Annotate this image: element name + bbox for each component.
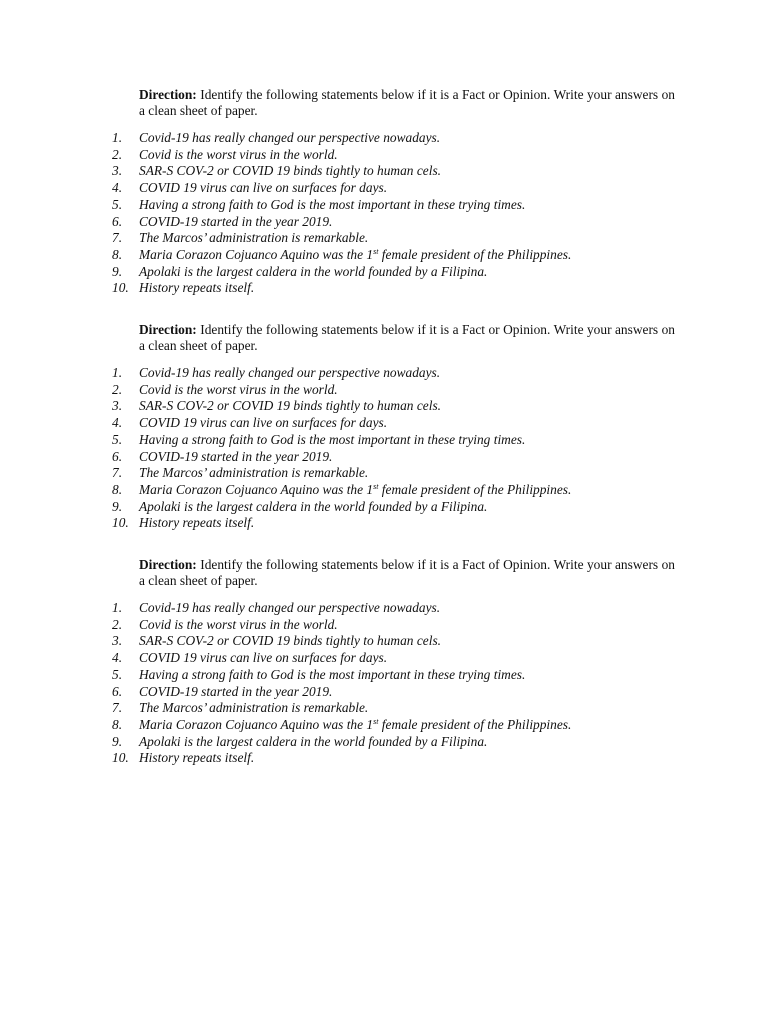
item-number: 8. — [112, 481, 123, 497]
item-number: 9. — [112, 733, 123, 749]
list-item — [112, 280, 675, 297]
item-number: 10. — [112, 515, 129, 531]
worksheet-section — [112, 322, 675, 532]
item-text: Covid-19 has really changed our perspective nowadays. — [139, 365, 441, 380]
item-number: 7. — [112, 700, 123, 716]
direction-paragraph — [139, 557, 675, 589]
item-text: Having a strong faith to God is the most important in these trying times. — [139, 196, 526, 212]
list-item — [112, 214, 675, 231]
list-item — [112, 750, 675, 767]
direction-text: Identify the following statements below if it is a Fact or Opinion. Write your answers on a clean sheet of paper. — [139, 87, 675, 118]
item-text: COVID 19 virus can live on surfaces for days. — [139, 415, 388, 431]
item-number: 5. — [112, 196, 123, 212]
direction-text: Identify the following statements below if it is a Fact or Opinion. Write your answers on a clean sheet of paper. — [139, 322, 675, 353]
direction-label: Direction: — [139, 87, 197, 102]
item-number: 1. — [112, 130, 123, 145]
ordinal-superscript: st — [373, 246, 379, 256]
item-number: 4. — [112, 415, 123, 431]
item-number: 5. — [112, 666, 123, 682]
item-number: 6. — [112, 213, 123, 229]
item-number: 2. — [112, 146, 123, 162]
item-text: History repeats itself. — [139, 750, 255, 766]
item-number: 4. — [112, 650, 123, 666]
list-item — [112, 482, 675, 499]
list-item — [112, 700, 675, 717]
list-item — [112, 398, 675, 415]
statement-list — [112, 130, 675, 297]
item-text: The Marcos’ administration is remarkable. — [139, 700, 369, 716]
direction-paragraph — [139, 87, 675, 119]
item-text: SAR-S COV-2 or COVID 19 binds tightly to human cels. — [139, 163, 442, 179]
list-item — [112, 684, 675, 701]
item-text-after: female president of the Philippines. — [378, 481, 572, 497]
direction-text: Identify the following statements below if it is a Fact of Opinion. Write your answers on a clean sheet of paper. — [139, 557, 675, 588]
ordinal-superscript: st — [373, 481, 379, 491]
item-number: 9. — [112, 498, 123, 514]
item-number: 7. — [112, 465, 123, 481]
item-number: 10. — [112, 280, 129, 296]
worksheet-section — [112, 87, 675, 297]
statement-list — [112, 600, 675, 767]
list-item — [112, 717, 675, 734]
item-text-before: Maria Corazon Cojuanco Aquino was the 1 — [139, 246, 374, 262]
list-item — [112, 650, 675, 667]
list-item — [112, 617, 675, 634]
item-text: COVID 19 virus can live on surfaces for days. — [139, 180, 388, 196]
list-item — [112, 163, 675, 180]
item-number: 1. — [112, 600, 123, 615]
item-number: 10. — [112, 750, 129, 766]
list-item — [112, 197, 675, 214]
item-text: COVID 19 virus can live on surfaces for days. — [139, 650, 388, 666]
list-item — [112, 499, 675, 516]
list-item — [112, 147, 675, 164]
item-text: SAR-S COV-2 or COVID 19 binds tightly to human cels. — [139, 633, 442, 649]
item-number: 6. — [112, 683, 123, 699]
list-item — [112, 415, 675, 432]
item-number: 1. — [112, 365, 123, 380]
item-text-after: female president of the Philippines. — [378, 716, 572, 732]
statement-list — [112, 365, 675, 532]
item-text: The Marcos’ administration is remarkable. — [139, 230, 369, 246]
ordinal-superscript: st — [373, 716, 379, 726]
item-number: 7. — [112, 230, 123, 246]
item-text: History repeats itself. — [139, 280, 255, 296]
item-number: 5. — [112, 431, 123, 447]
list-item — [112, 515, 675, 532]
list-item — [112, 382, 675, 399]
item-text-before: Maria Corazon Cojuanco Aquino was the 1 — [139, 716, 374, 732]
item-text: Covid is the worst virus in the world. — [139, 146, 338, 162]
item-number: 3. — [112, 398, 123, 414]
item-text: Apolaki is the largest caldera in the world founded by a Filipina. — [139, 733, 488, 749]
item-number: 4. — [112, 180, 123, 196]
item-text: Covid-19 has really changed our perspective nowadays. — [139, 600, 441, 615]
list-item — [112, 365, 675, 382]
item-number: 8. — [112, 246, 123, 262]
direction-label: Direction: — [139, 322, 197, 337]
list-item — [112, 449, 675, 466]
item-text-after: female president of the Philippines. — [378, 246, 572, 262]
item-text-before: Maria Corazon Cojuanco Aquino was the 1 — [139, 481, 374, 497]
item-text: History repeats itself. — [139, 515, 255, 531]
item-text: Covid is the worst virus in the world. — [139, 616, 338, 632]
list-item — [112, 633, 675, 650]
item-number: 2. — [112, 381, 123, 397]
list-item — [112, 600, 675, 617]
list-item — [112, 130, 675, 147]
item-number: 9. — [112, 263, 123, 279]
item-text: SAR-S COV-2 or COVID 19 binds tightly to human cels. — [139, 398, 442, 414]
list-item — [112, 247, 675, 264]
direction-paragraph — [139, 322, 675, 354]
item-text: Apolaki is the largest caldera in the world founded by a Filipina. — [139, 263, 488, 279]
item-text: Having a strong faith to God is the most important in these trying times. — [139, 666, 526, 682]
list-item — [112, 667, 675, 684]
item-text: COVID-19 started in the year 2019. — [139, 448, 333, 464]
list-item — [112, 180, 675, 197]
item-number: 2. — [112, 616, 123, 632]
item-number: 8. — [112, 716, 123, 732]
direction-label: Direction: — [139, 557, 197, 572]
list-item — [112, 465, 675, 482]
item-text: COVID-19 started in the year 2019. — [139, 683, 333, 699]
item-text: Apolaki is the largest caldera in the world founded by a Filipina. — [139, 498, 488, 514]
item-text: Having a strong faith to God is the most important in these trying times. — [139, 431, 526, 447]
item-text: Covid is the worst virus in the world. — [139, 381, 338, 397]
item-text: COVID-19 started in the year 2019. — [139, 213, 333, 229]
worksheet-section — [112, 557, 675, 767]
item-number: 6. — [112, 448, 123, 464]
item-text: Covid-19 has really changed our perspective nowadays. — [139, 130, 441, 145]
list-item — [112, 734, 675, 751]
list-item — [112, 432, 675, 449]
item-number: 3. — [112, 633, 123, 649]
item-text: The Marcos’ administration is remarkable. — [139, 465, 369, 481]
item-number: 3. — [112, 163, 123, 179]
list-item — [112, 264, 675, 281]
list-item — [112, 230, 675, 247]
